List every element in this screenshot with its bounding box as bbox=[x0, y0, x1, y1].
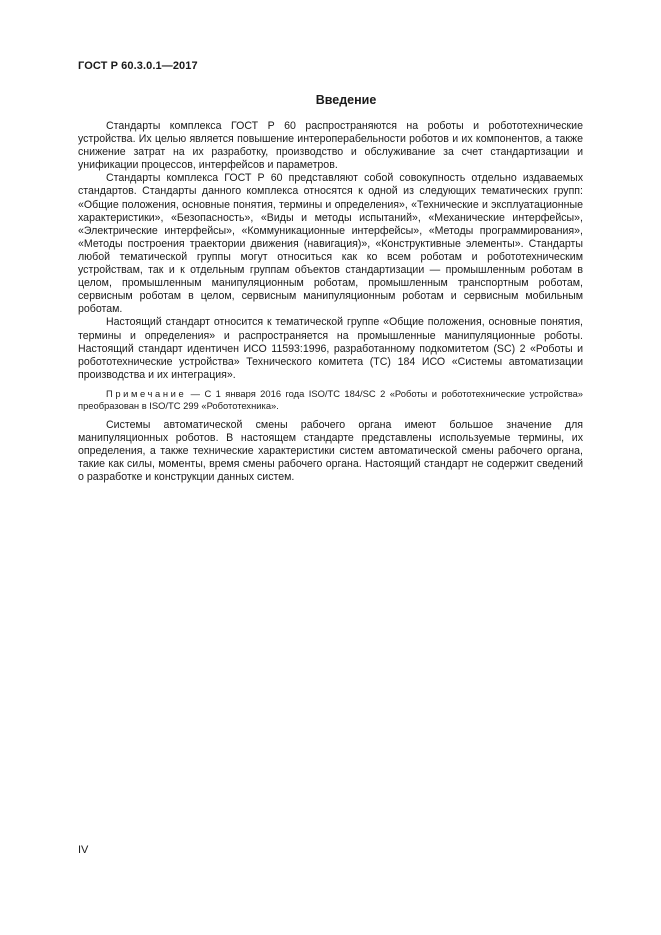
note-label: Примечание bbox=[106, 387, 187, 399]
paragraph-standard: Настоящий стандарт относится к тематической группе «Общие положения, основные понятия, термины и определения» и распространяется на промышленные манипуляционные роботы. Настоящий стандарт идентичен ИСО 11593:1996, разработанному подкомитетом (SC) 2 «Роботы и робототехнические устройства» Технического комитета (TC) 184 ИСО «Системы автоматизации производства и их интеграция». bbox=[78, 316, 583, 381]
introduction-body bbox=[78, 120, 583, 484]
note-text: — С 1 января 2016 года ISO/TC 184/SC 2 «Роботы и робототехнические устройства» преобразован в ISO/TC 299 «Робототехника». bbox=[78, 387, 583, 412]
note bbox=[78, 388, 583, 413]
section-title: Введение bbox=[315, 93, 377, 107]
page-number: IV bbox=[78, 844, 89, 856]
paragraph-systems: Системы автоматической смены рабочего органа имеют большое значение для манипуляционных роботов. В настоящем стандарте представлены используемые термины, их определения, а также технические характеристики систем автоматической смены рабочего органа, такие как силы, моменты, время смены рабочего органа. Настоящий стандарт не содержит сведений о разработке и конструкции данных систем. bbox=[78, 418, 583, 484]
paragraph-series: Стандарты комплекса ГОСТ Р 60 представляют собой совокупность отдельно издаваемых стандартов. Стандарты данного комплекса относятся к одной из следующих тематических групп: «Общие положения, основные понятия, термины и определения», «Технические и эксплуатационные характеристики», «Безопасность», «Виды и методы испытаний», «Механические интерфейсы», «Электрические интерфейсы», «Коммуникационные интерфейсы», «Методы программирования», «Методы построения траектории движения (навигация)», «Конструктивные элементы». Стандарты любой тематической группы могут относиться как ко всем роботам и робототехническим устройствам, так и к отдельным группам объектов стандартизации — промышленным роботам в целом, промышленным манипуляционным роботам, промышленным транспортным роботам, сервисным роботам в целом, сервисным манипуляционным роботам и сервисным мобильным роботам. bbox=[78, 172, 583, 316]
standard-id-header: ГОСТ Р 60.3.0.1—2017 bbox=[78, 60, 198, 72]
paragraph-scope: Стандарты комплекса ГОСТ Р 60 распространяются на роботы и робототехнические устройства. Их целью является повышение интероперабельности роботов и их компонентов, а также снижение затрат на их разработку, производство и обслуживание за счет стандартизации и унификации процессов, интерфейсов и параметров. bbox=[78, 120, 583, 172]
